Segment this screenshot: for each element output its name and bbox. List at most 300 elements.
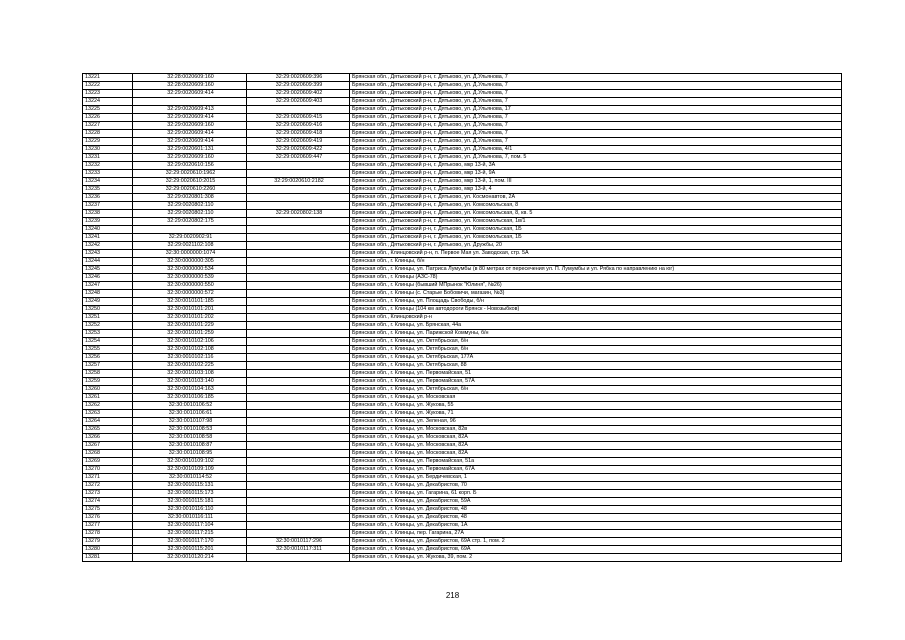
parcel-cadastral-number-cell: 32:29:0020902:91 <box>133 234 247 242</box>
object-cadastral-number-cell <box>247 274 350 282</box>
row-number-cell: 13258 <box>83 370 133 378</box>
table-row <box>83 554 842 562</box>
parcel-cadastral-number-cell: 32:29:0020609:414 <box>133 138 247 146</box>
row-number-cell: 13268 <box>83 450 133 458</box>
object-cadastral-number-cell <box>247 194 350 202</box>
address-cell: Брянская обл., г. Клинцы, б/н <box>350 258 842 266</box>
parcel-cadastral-number-cell: 32:29:0020802:110 <box>133 202 247 210</box>
object-cadastral-number-cell <box>247 370 350 378</box>
parcel-cadastral-number-cell: 32:30:0010109:102 <box>133 458 247 466</box>
row-number-cell: 13255 <box>83 346 133 354</box>
object-cadastral-number-cell <box>247 330 350 338</box>
address-cell: Брянская обл., г. Клинцы, ул. Декабристов, 59А <box>350 498 842 506</box>
address-cell: Брянская обл., Клинцовский р-н, п. Первое Мая ул. Заводская, стр. 5А <box>350 250 842 258</box>
row-number-cell: 13231 <box>83 154 133 162</box>
row-number-cell: 13233 <box>83 170 133 178</box>
table-row <box>83 546 842 554</box>
address-cell: Брянская обл., г. Клинцы (104 км автодороги Брянск - Новозыбков) <box>350 306 842 314</box>
parcel-cadastral-number-cell: 32:30:0010114:52 <box>133 474 247 482</box>
address-cell: Брянская обл., г. Клинцы, ул. Площадь Свободы, б/н <box>350 298 842 306</box>
object-cadastral-number-cell: 32:29:0020609:403 <box>247 98 350 106</box>
object-cadastral-number-cell <box>247 314 350 322</box>
table-row <box>83 226 842 234</box>
parcel-cadastral-number-cell: 32:30:0000000:550 <box>133 282 247 290</box>
table-row <box>83 402 842 410</box>
object-cadastral-number-cell <box>247 186 350 194</box>
table-row <box>83 250 842 258</box>
row-number-cell: 13223 <box>83 90 133 98</box>
object-cadastral-number-cell: 32:29:0020609:419 <box>247 138 350 146</box>
object-cadastral-number-cell <box>247 282 350 290</box>
table-row <box>83 474 842 482</box>
object-cadastral-number-cell <box>247 474 350 482</box>
row-number-cell: 13229 <box>83 138 133 146</box>
object-cadastral-number-cell <box>247 410 350 418</box>
address-cell: Брянская обл., г. Клинцы, ул. Октябрьская, 88 <box>350 362 842 370</box>
table-row <box>83 114 842 122</box>
parcel-cadastral-number-cell: 32:29:0021102:108 <box>133 242 247 250</box>
parcel-cadastral-number-cell: 32:30:0000000:534 <box>133 266 247 274</box>
object-cadastral-number-cell <box>247 482 350 490</box>
table-row <box>83 98 842 106</box>
parcel-cadastral-number-cell <box>133 226 247 234</box>
object-cadastral-number-cell <box>247 490 350 498</box>
address-cell: Брянская обл., г. Клинцы, ул. Жукова, 55 <box>350 402 842 410</box>
row-number-cell: 13227 <box>83 122 133 130</box>
row-number-cell: 13228 <box>83 130 133 138</box>
row-number-cell: 13259 <box>83 378 133 386</box>
parcel-cadastral-number-cell: 32:30:0010108:95 <box>133 450 247 458</box>
table-row <box>83 170 842 178</box>
parcel-cadastral-number-cell: 32:30:0010104:163 <box>133 386 247 394</box>
address-cell: Брянская обл., г. Клинцы (АЗС-78) <box>350 274 842 282</box>
object-cadastral-number-cell <box>247 338 350 346</box>
address-cell: Брянская обл., Дятьковский р-н, г. Дятьково, ул. Д.Ульянова, 7 <box>350 82 842 90</box>
row-number-cell: 13252 <box>83 322 133 330</box>
address-cell: Брянская обл., г. Клинцы, ул. Московская, 82А <box>350 442 842 450</box>
object-cadastral-number-cell: 32:29:0020609:415 <box>247 114 350 122</box>
row-number-cell: 13226 <box>83 114 133 122</box>
row-number-cell: 13239 <box>83 218 133 226</box>
row-number-cell: 13260 <box>83 386 133 394</box>
row-number-cell: 13251 <box>83 314 133 322</box>
object-cadastral-number-cell <box>247 226 350 234</box>
table-row <box>83 162 842 170</box>
row-number-cell: 13238 <box>83 210 133 218</box>
address-cell: Брянская обл., г. Клинцы, ул. Октябрьская, б/н <box>350 386 842 394</box>
table-row <box>83 514 842 522</box>
object-cadastral-number-cell <box>247 290 350 298</box>
table-row <box>83 234 842 242</box>
row-number-cell: 13237 <box>83 202 133 210</box>
row-number-cell: 13270 <box>83 466 133 474</box>
object-cadastral-number-cell: 32:29:0020609:447 <box>247 154 350 162</box>
parcel-cadastral-number-cell: 32:28:0020609:160 <box>133 74 247 82</box>
table-row <box>83 194 842 202</box>
table-row <box>83 306 842 314</box>
table-row <box>83 106 842 114</box>
row-number-cell: 13242 <box>83 242 133 250</box>
row-number-cell: 13249 <box>83 298 133 306</box>
parcel-cadastral-number-cell: 32:29:0020609:414 <box>133 130 247 138</box>
address-cell: Брянская обл., Дятьковский р-н, г. Дятьково, ул. Д.Ульянова, 7, пом. 5 <box>350 154 842 162</box>
parcel-cadastral-number-cell: 32:29:0020610:1962 <box>133 170 247 178</box>
row-number-cell: 13240 <box>83 226 133 234</box>
object-cadastral-number-cell <box>247 266 350 274</box>
object-cadastral-number-cell: 32:29:0020610:2182 <box>247 178 350 186</box>
row-number-cell: 13276 <box>83 514 133 522</box>
parcel-cadastral-number-cell: 32:30:0010117:215 <box>133 530 247 538</box>
object-cadastral-number-cell <box>247 458 350 466</box>
parcel-cadastral-number-cell: 32:30:0010102:225 <box>133 362 247 370</box>
address-cell: Брянская обл., Дятьковский р-н, г. Дятьково, ул. Д.Ульянова, 7 <box>350 130 842 138</box>
table-row <box>83 434 842 442</box>
table-row <box>83 146 842 154</box>
object-cadastral-number-cell <box>247 306 350 314</box>
table-row <box>83 450 842 458</box>
parcel-cadastral-number-cell: 32:30:0010116:111 <box>133 514 247 522</box>
table-row <box>83 290 842 298</box>
object-cadastral-number-cell <box>247 354 350 362</box>
table-row <box>83 362 842 370</box>
object-cadastral-number-cell <box>247 402 350 410</box>
address-cell: Брянская обл., г. Клинцы, ул. Жукова, 71 <box>350 410 842 418</box>
object-cadastral-number-cell: 32:29:0020802:138 <box>247 210 350 218</box>
address-cell: Брянская обл., г. Клинцы, ул. Московская, 82А <box>350 450 842 458</box>
object-cadastral-number-cell <box>247 394 350 402</box>
parcel-cadastral-number-cell: 32:30:0010107:98 <box>133 418 247 426</box>
address-cell: Брянская обл., Клинцовский р-н <box>350 314 842 322</box>
parcel-cadastral-number-cell: 32:28:0020609:160 <box>133 82 247 90</box>
object-cadastral-number-cell <box>247 378 350 386</box>
table-row <box>83 378 842 386</box>
table-row <box>83 154 842 162</box>
address-cell: Брянская обл., г. Клинцы, ул. Декабристов, 1А <box>350 522 842 530</box>
row-number-cell: 13267 <box>83 442 133 450</box>
object-cadastral-number-cell <box>247 322 350 330</box>
address-cell: Брянская обл., Дятьковский р-н, г. Дятьково, мкр 13-й, 9А <box>350 170 842 178</box>
object-cadastral-number-cell: 32:30:0010117:296 <box>247 538 350 546</box>
table-row <box>83 506 842 514</box>
address-cell: Брянская обл., г. Клинцы, ул. Декабристов, 48 <box>350 514 842 522</box>
parcel-cadastral-number-cell: 32:29:0020609:414 <box>133 114 247 122</box>
parcel-cadastral-number-cell: 32:29:0020601:131 <box>133 146 247 154</box>
parcel-cadastral-number-cell: 32:30:0010106:61 <box>133 410 247 418</box>
parcel-cadastral-number-cell: 32:30:0010101:259 <box>133 330 247 338</box>
parcel-cadastral-number-cell: 32:29:0020609:414 <box>133 90 247 98</box>
address-cell: Брянская обл., г. Клинцы, ул. Бердичевская, 1 <box>350 474 842 482</box>
object-cadastral-number-cell <box>247 162 350 170</box>
address-cell: Брянская обл., Дятьковский р-н, г. Дятьково, мкр 13-й, 4 <box>350 186 842 194</box>
parcel-cadastral-number-cell: 32:29:0020802:175 <box>133 218 247 226</box>
table-row <box>83 186 842 194</box>
object-cadastral-number-cell <box>247 498 350 506</box>
parcel-cadastral-number-cell: 32:30:0010106:52 <box>133 402 247 410</box>
table-row <box>83 74 842 82</box>
row-number-cell: 13257 <box>83 362 133 370</box>
row-number-cell: 13275 <box>83 506 133 514</box>
row-number-cell: 13280 <box>83 546 133 554</box>
address-cell: Брянская обл., г. Клинцы (бывший МПрынок "Юлиня", №26) <box>350 282 842 290</box>
parcel-cadastral-number-cell: 32:30:0010102:108 <box>133 346 247 354</box>
address-cell: Брянская обл., г. Клинцы, ул. Московская, 82в <box>350 426 842 434</box>
row-number-cell: 13245 <box>83 266 133 274</box>
table-row <box>83 218 842 226</box>
parcel-cadastral-number-cell: 32:30:0010109:109 <box>133 466 247 474</box>
address-cell: Брянская обл., Дятьковский р-н, г. Дятьково, ул. Д.Ульянова, 4/1 <box>350 146 842 154</box>
table-row <box>83 330 842 338</box>
table-row <box>83 138 842 146</box>
table-row <box>83 442 842 450</box>
address-cell: Брянская обл., Дятьковский р-н, г. Дятьково, ул. Д.Ульянова, 7 <box>350 98 842 106</box>
row-number-cell: 13261 <box>83 394 133 402</box>
parcel-cadastral-number-cell: 32:29:0020610:2260 <box>133 186 247 194</box>
address-cell: Брянская обл., Дятьковский р-н, г. Дятьково, ул. Космонавтов, 2А <box>350 194 842 202</box>
row-number-cell: 13234 <box>83 178 133 186</box>
row-number-cell: 13224 <box>83 98 133 106</box>
object-cadastral-number-cell <box>247 258 350 266</box>
table-row <box>83 426 842 434</box>
parcel-cadastral-number-cell: 32:30:0010101:229 <box>133 322 247 330</box>
parcel-cadastral-number-cell: 32:30:0000000:305 <box>133 258 247 266</box>
row-number-cell: 13281 <box>83 554 133 562</box>
address-cell: Брянская обл., г. Клинцы, ул. Первомайская, 67А <box>350 466 842 474</box>
row-number-cell: 13274 <box>83 498 133 506</box>
table-row <box>83 298 842 306</box>
table-row <box>83 242 842 250</box>
table-row <box>83 458 842 466</box>
address-cell: Брянская обл., г. Клинцы, ул. Первомайская, 51 <box>350 370 842 378</box>
object-cadastral-number-cell <box>247 202 350 210</box>
object-cadastral-number-cell: 32:29:0020609:416 <box>247 122 350 130</box>
table-row <box>83 482 842 490</box>
row-number-cell: 13243 <box>83 250 133 258</box>
row-number-cell: 13279 <box>83 538 133 546</box>
parcel-cadastral-number-cell <box>133 98 247 106</box>
address-cell: Брянская обл., Дятьковский р-н, г. Дятьково, ул. Д.Ульянова, 7 <box>350 74 842 82</box>
parcel-cadastral-number-cell: 32:29:0020609:160 <box>133 122 247 130</box>
table-row <box>83 122 842 130</box>
address-cell: Брянская обл., г. Клинцы, ул. Патриса Лумумбы (в 80 метрах от пересечения ул. П. Лумумбы и ул. Рябка по направлению на юг) <box>350 266 842 274</box>
table-row <box>83 354 842 362</box>
row-number-cell: 13248 <box>83 290 133 298</box>
table-row <box>83 410 842 418</box>
address-cell: Брянская обл., г. Клинцы, ул. Жукова, 39, пом. 2 <box>350 554 842 562</box>
object-cadastral-number-cell <box>247 362 350 370</box>
row-number-cell: 13222 <box>83 82 133 90</box>
table-row <box>83 418 842 426</box>
parcel-cadastral-number-cell: 32:29:0020801:308 <box>133 194 247 202</box>
parcel-cadastral-number-cell: 32:30:0010116:110 <box>133 506 247 514</box>
table-row <box>83 178 842 186</box>
parcel-cadastral-number-cell: 32:30:0010117:170 <box>133 538 247 546</box>
address-cell: Брянская обл., Дятьковский р-н, г. Дятьково, ул. Комсомольская, 1Б <box>350 234 842 242</box>
object-cadastral-number-cell <box>247 530 350 538</box>
address-cell: Брянская обл., г. Клинцы, ул. Декабристов, 48 <box>350 506 842 514</box>
table-row <box>83 466 842 474</box>
parcel-cadastral-number-cell: 32:30:0000000:539 <box>133 274 247 282</box>
row-number-cell: 13272 <box>83 482 133 490</box>
row-number-cell: 13225 <box>83 106 133 114</box>
table-row <box>83 322 842 330</box>
table-row <box>83 82 842 90</box>
object-cadastral-number-cell <box>247 506 350 514</box>
address-cell: Брянская обл., г. Клинцы, ул. Октябрьская, б/н <box>350 346 842 354</box>
object-cadastral-number-cell <box>247 218 350 226</box>
address-cell: Брянская обл., г. Клинцы, ул. Октябрьская, б/н <box>350 338 842 346</box>
address-cell: Брянская обл., г. Клинцы, пер. Гагарина, 27А <box>350 530 842 538</box>
address-cell: Брянская обл., Дятьковский р-н, г. Дятьково, ул. Дружбы, 20 <box>350 242 842 250</box>
object-cadastral-number-cell <box>247 442 350 450</box>
row-number-cell: 13221 <box>83 74 133 82</box>
object-cadastral-number-cell <box>247 466 350 474</box>
row-number-cell: 13265 <box>83 426 133 434</box>
row-number-cell: 13277 <box>83 522 133 530</box>
page-number: 218 <box>445 591 460 600</box>
table-row <box>83 314 842 322</box>
object-cadastral-number-cell <box>247 170 350 178</box>
table-row <box>83 130 842 138</box>
row-number-cell: 13254 <box>83 338 133 346</box>
parcel-cadastral-number-cell: 32:30:0010115:131 <box>133 482 247 490</box>
table-row <box>83 210 842 218</box>
table-row <box>83 258 842 266</box>
object-cadastral-number-cell <box>247 434 350 442</box>
row-number-cell: 13247 <box>83 282 133 290</box>
address-cell: Брянская обл., Дятьковский р-н, г. Дятьково, ул. Комсомольская, 8 <box>350 202 842 210</box>
row-number-cell: 13263 <box>83 410 133 418</box>
object-cadastral-number-cell: 32:30:0010117:311 <box>247 546 350 554</box>
parcel-cadastral-number-cell: 32:30:0010108:58 <box>133 434 247 442</box>
row-number-cell: 13250 <box>83 306 133 314</box>
table-row <box>83 274 842 282</box>
address-cell: Брянская обл., г. Клинцы, ул. Декабристов, 69А стр. 1, пом. 2 <box>350 538 842 546</box>
object-cadastral-number-cell <box>247 250 350 258</box>
row-number-cell: 13244 <box>83 258 133 266</box>
address-cell: Брянская обл., г. Клинцы, ул. Парижской Коммуны, б/н <box>350 330 842 338</box>
row-number-cell: 13262 <box>83 402 133 410</box>
object-cadastral-number-cell: 32:29:0020609:399 <box>247 82 350 90</box>
address-cell: Брянская обл., г. Клинцы, ул. Первомайская, 51а <box>350 458 842 466</box>
object-cadastral-number-cell <box>247 426 350 434</box>
address-cell: Брянская обл., г. Клинцы, ул. Первомайская, 57А <box>350 378 842 386</box>
table-row <box>83 282 842 290</box>
table-row <box>83 490 842 498</box>
parcel-cadastral-number-cell: 32:29:0020610:156 <box>133 162 247 170</box>
parcel-cadastral-number-cell: 32:30:0010115:201 <box>133 546 247 554</box>
address-cell: Брянская обл., г. Клинцы, ул. Октябрьская, 177А <box>350 354 842 362</box>
object-cadastral-number-cell <box>247 242 350 250</box>
row-number-cell: 13232 <box>83 162 133 170</box>
cadastral-registry-table <box>82 73 842 562</box>
parcel-cadastral-number-cell: 32:29:0020609:160 <box>133 154 247 162</box>
address-cell: Брянская обл., Дятьковский р-н, г. Дятьково, ул. Д.Ульянова, 7 <box>350 138 842 146</box>
row-number-cell: 13246 <box>83 274 133 282</box>
table-row <box>83 338 842 346</box>
parcel-cadastral-number-cell: 32:30:0010115:173 <box>133 490 247 498</box>
row-number-cell: 13273 <box>83 490 133 498</box>
table-row <box>83 90 842 98</box>
row-number-cell: 13241 <box>83 234 133 242</box>
address-cell: Брянская обл., г. Клинцы, ул. Московская <box>350 394 842 402</box>
address-cell: Брянская обл., Дятьковский р-н, г. Дятьково, ул. Комсомольская, 1Б <box>350 226 842 234</box>
parcel-cadastral-number-cell: 32:30:0010120:214 <box>133 554 247 562</box>
parcel-cadastral-number-cell: 32:30:0010108:87 <box>133 442 247 450</box>
address-cell: Брянская обл., г. Клинцы (с. Старые Бобовичи, магазин, №3) <box>350 290 842 298</box>
table-row <box>83 370 842 378</box>
parcel-cadastral-number-cell: 32:30:0010101:202 <box>133 314 247 322</box>
parcel-cadastral-number-cell: 32:30:0010108:53 <box>133 426 247 434</box>
parcel-cadastral-number-cell: 32:30:0010103:140 <box>133 378 247 386</box>
row-number-cell: 13266 <box>83 434 133 442</box>
address-cell: Брянская обл., Дятьковский р-н, г. Дятьково, ул. Д.Ульянова, 7 <box>350 114 842 122</box>
parcel-cadastral-number-cell: 32:30:0010102:106 <box>133 338 247 346</box>
parcel-cadastral-number-cell: 32:30:0010101:201 <box>133 306 247 314</box>
address-cell: Брянская обл., Дятьковский р-н, г. Дятьково, мкр 13-й, 1, пом. III <box>350 178 842 186</box>
parcel-cadastral-number-cell: 32:29:0020610:2015 <box>133 178 247 186</box>
object-cadastral-number-cell <box>247 450 350 458</box>
address-cell: Брянская обл., г. Клинцы, ул. Зеленая, 96 <box>350 418 842 426</box>
object-cadastral-number-cell <box>247 346 350 354</box>
address-cell: Брянская обл., Дятьковский р-н, г. Дятьково, ул. Д.Ульянова, 7 <box>350 90 842 98</box>
object-cadastral-number-cell <box>247 418 350 426</box>
object-cadastral-number-cell <box>247 298 350 306</box>
parcel-cadastral-number-cell: 32:30:0010103:108 <box>133 370 247 378</box>
table-row <box>83 538 842 546</box>
table-row <box>83 202 842 210</box>
address-cell: Брянская обл., г. Клинцы, ул. Декабристов, 69А <box>350 546 842 554</box>
address-cell: Брянская обл., г. Клинцы, ул. Декабристов, 70 <box>350 482 842 490</box>
parcel-cadastral-number-cell: 32:30:0010102:116 <box>133 354 247 362</box>
address-cell: Брянская обл., Дятьковский р-н, г. Дятьково, ул. Д.Ульянова, 7 <box>350 122 842 130</box>
object-cadastral-number-cell: 32:29:0020609:422 <box>247 146 350 154</box>
object-cadastral-number-cell <box>247 386 350 394</box>
object-cadastral-number-cell <box>247 234 350 242</box>
parcel-cadastral-number-cell: 32:30:0010117:104 <box>133 522 247 530</box>
parcel-cadastral-number-cell: 32:30:0010101:185 <box>133 298 247 306</box>
object-cadastral-number-cell <box>247 106 350 114</box>
row-number-cell: 13278 <box>83 530 133 538</box>
address-cell: Брянская обл., г. Клинцы, ул. Гагарина, 61 корп. Б <box>350 490 842 498</box>
address-cell: Брянская обл., Дятьковский р-н, г. Дятьково, ул. Комсомольская, 8, кв. 5 <box>350 210 842 218</box>
row-number-cell: 13235 <box>83 186 133 194</box>
row-number-cell: 13269 <box>83 458 133 466</box>
row-number-cell: 13256 <box>83 354 133 362</box>
address-cell: Брянская обл., г. Клинцы, ул. Московская, 82А <box>350 434 842 442</box>
table-row <box>83 522 842 530</box>
table-row <box>83 386 842 394</box>
address-cell: Брянская обл., Дятьковский р-н, г. Дятьково, мкр 13-й, 3А <box>350 162 842 170</box>
address-cell: Брянская обл., г. Клинцы, ул. Брянская, 44а <box>350 322 842 330</box>
object-cadastral-number-cell: 32:29:0020609:418 <box>247 130 350 138</box>
object-cadastral-number-cell: 32:29:0020609:396 <box>247 74 350 82</box>
row-number-cell: 13264 <box>83 418 133 426</box>
parcel-cadastral-number-cell: 32:30:0000000:572 <box>133 290 247 298</box>
table-row <box>83 266 842 274</box>
object-cadastral-number-cell <box>247 522 350 530</box>
parcel-cadastral-number-cell: 32:29:0020609:413 <box>133 106 247 114</box>
object-cadastral-number-cell: 32:29:0020609:402 <box>247 90 350 98</box>
address-cell: Брянская обл., Дятьковский р-н, г. Дятьково, ул. Д.Ульянова, 17 <box>350 106 842 114</box>
row-number-cell: 13271 <box>83 474 133 482</box>
row-number-cell: 13236 <box>83 194 133 202</box>
address-cell: Брянская обл., Дятьковский р-н, г. Дятьково, ул. Комсомольская, 1в/1 <box>350 218 842 226</box>
registry-table-body <box>83 74 842 562</box>
table-row <box>83 498 842 506</box>
object-cadastral-number-cell <box>247 514 350 522</box>
parcel-cadastral-number-cell: 32:30:0010106:185 <box>133 394 247 402</box>
parcel-cadastral-number-cell: 32:29:0020802:110 <box>133 210 247 218</box>
